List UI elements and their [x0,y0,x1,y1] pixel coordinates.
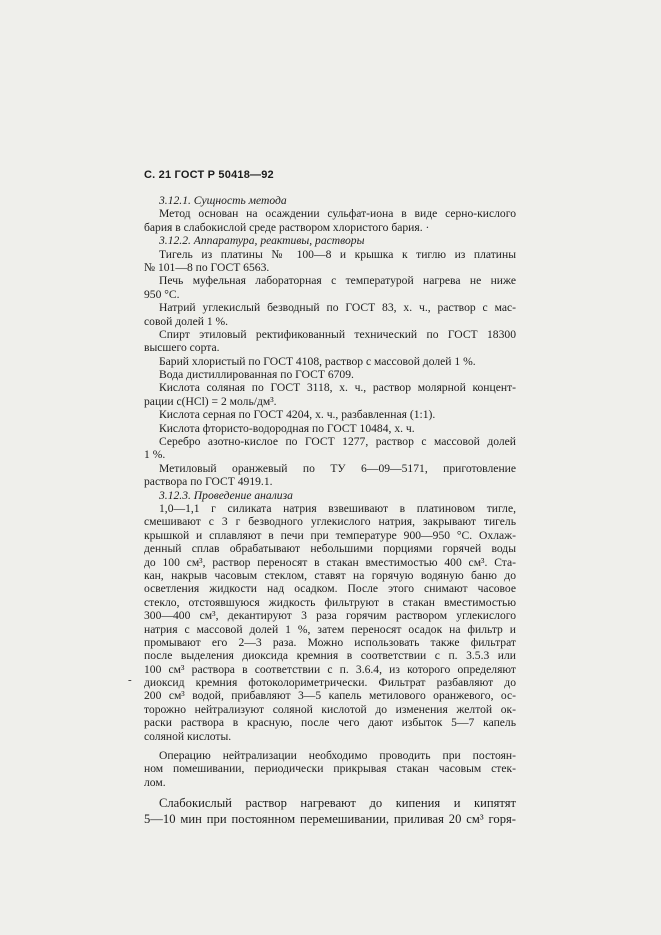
text-line: 200 см³ водой, прибавляют 3—5 капель метилового оранжевого, ос- [144,689,516,703]
text-line: Тигель из платины № 100—8 и крышка к тиглю из платины [159,247,516,261]
text-line: кан, накрыв часовым стеклом, ставят на горячую водяную баню до [144,568,516,582]
text-line: 1,0—1,1 г силиката натрия взвешивают в платиновом тигле, [159,501,516,515]
text-line: Кислота серная по ГОСТ 4204, х. ч., разбавленная (1:1). [159,408,436,422]
text-line: бария в слабокислой среде раствором хлористого бария. · [144,220,430,234]
text-line: лом. [144,775,166,789]
text-line: раски раствора в красную, после чего дают избыток 5—7 капель [144,716,516,730]
section-heading-line: 3.12.3. Проведение анализа [159,488,293,502]
final-paragraph [144,795,516,827]
text-line: стекло, отстоявшуюся жидкость фильтруют в стакан вместимостью [144,595,516,609]
text-line: соляной кислоты. [144,729,232,743]
text-line: раствора по ГОСТ 4919.1. [144,475,273,489]
text-line: диоксид кремния фотоколориметрически. Фильтрат разбавляют до [144,676,516,690]
text-line: после выделения диоксида кремния в соответствии с п. 3.5.3 или [144,649,516,663]
text-line: 5—10 мин при постоянном перемешивании, приливая 20 см³ горя- [144,812,516,827]
text-line: Кислота соляная по ГОСТ 3118, х. ч., раствор молярной концент- [159,381,516,395]
text-line: совой долей 1 %. [144,314,229,328]
text-line: торожно нейтрализуют соляной кислотой до изменения желтой ок- [144,702,516,716]
text-line: рации с(HCl) = 2 моль/дм³. [144,394,277,408]
margin-mark: - [128,674,132,686]
text-line: натрия с массовой долей 1 %, затем переносят осадок на фильтр и [144,622,516,636]
text-line: Метиловый оранжевый по ТУ 6—09—5171, приготовление [159,461,516,475]
text-line: Слабокислый раствор нагревают до кипения и кипятят [159,796,516,811]
text-line: Барий хлористый по ГОСТ 4108, раствор с массовой долей 1 %. [159,354,476,368]
text-line: ном помешивании, периодически прикрывая стакан часовым стек- [144,762,516,776]
text-line: высшего сорта. [144,341,220,355]
text-line: Вода дистиллированная по ГОСТ 6709. [159,368,354,382]
text-line: № 101—8 по ГОСТ 6563. [144,260,270,274]
text-line: денный сплав обрабатывают небольшими порциями горячей воды [144,542,516,556]
text-line: 950 °С. [144,287,180,301]
text-line: осветления жидкости над осадком. После этого снимают часовое [144,582,516,596]
text-line: крышкой и сплавляют в печи при температуре 900—950 °С. Охлаж- [144,528,516,542]
text-line: Операцию нейтрализации необходимо проводить при постоян- [159,749,516,763]
text-line: промывают его 2—3 раза. Можно использовать также фильтрат [144,635,516,649]
text-line: 100 см³ раствора в соответствии с п. 3.6.4, из которого определяют [144,662,516,676]
text-line: до 100 см³, раствор переносят в стакан вместимостью 400 см³. Ста- [144,555,516,569]
text-line: 300—400 см³, декантируют 3 раза горячим раствором углекислого [144,609,516,623]
body-text [144,194,516,827]
text-line: смешивают с 3 г безводного углекислого натрия, закрывают тигель [144,515,516,529]
text-line: Кислота фтористо-водородная по ГОСТ 10484, х. ч. [159,421,415,435]
text-line: Серебро азотно-кислое по ГОСТ 1277, раствор с массовой долей [159,435,516,449]
text-line: Натрий углекислый безводный по ГОСТ 83, х. ч., раствор с мас- [159,301,516,315]
text-line: 1 %. [144,448,166,462]
section-heading-line: 3.12.1. Сущность метода [159,194,287,207]
section-heading-line: 3.12.2. Аппаратура, реактивы, растворы [159,234,365,248]
text-line: Метод основан на осаждении сульфат-иона в виде серно-кислого [159,207,516,221]
page-header: С. 21 ГОСТ Р 50418—92 [144,169,274,181]
text-line: Печь муфельная лабораторная с температурой нагрева не ниже [159,274,516,288]
text-line: Спирт этиловый ректификованный технический по ГОСТ 18300 [159,327,516,341]
